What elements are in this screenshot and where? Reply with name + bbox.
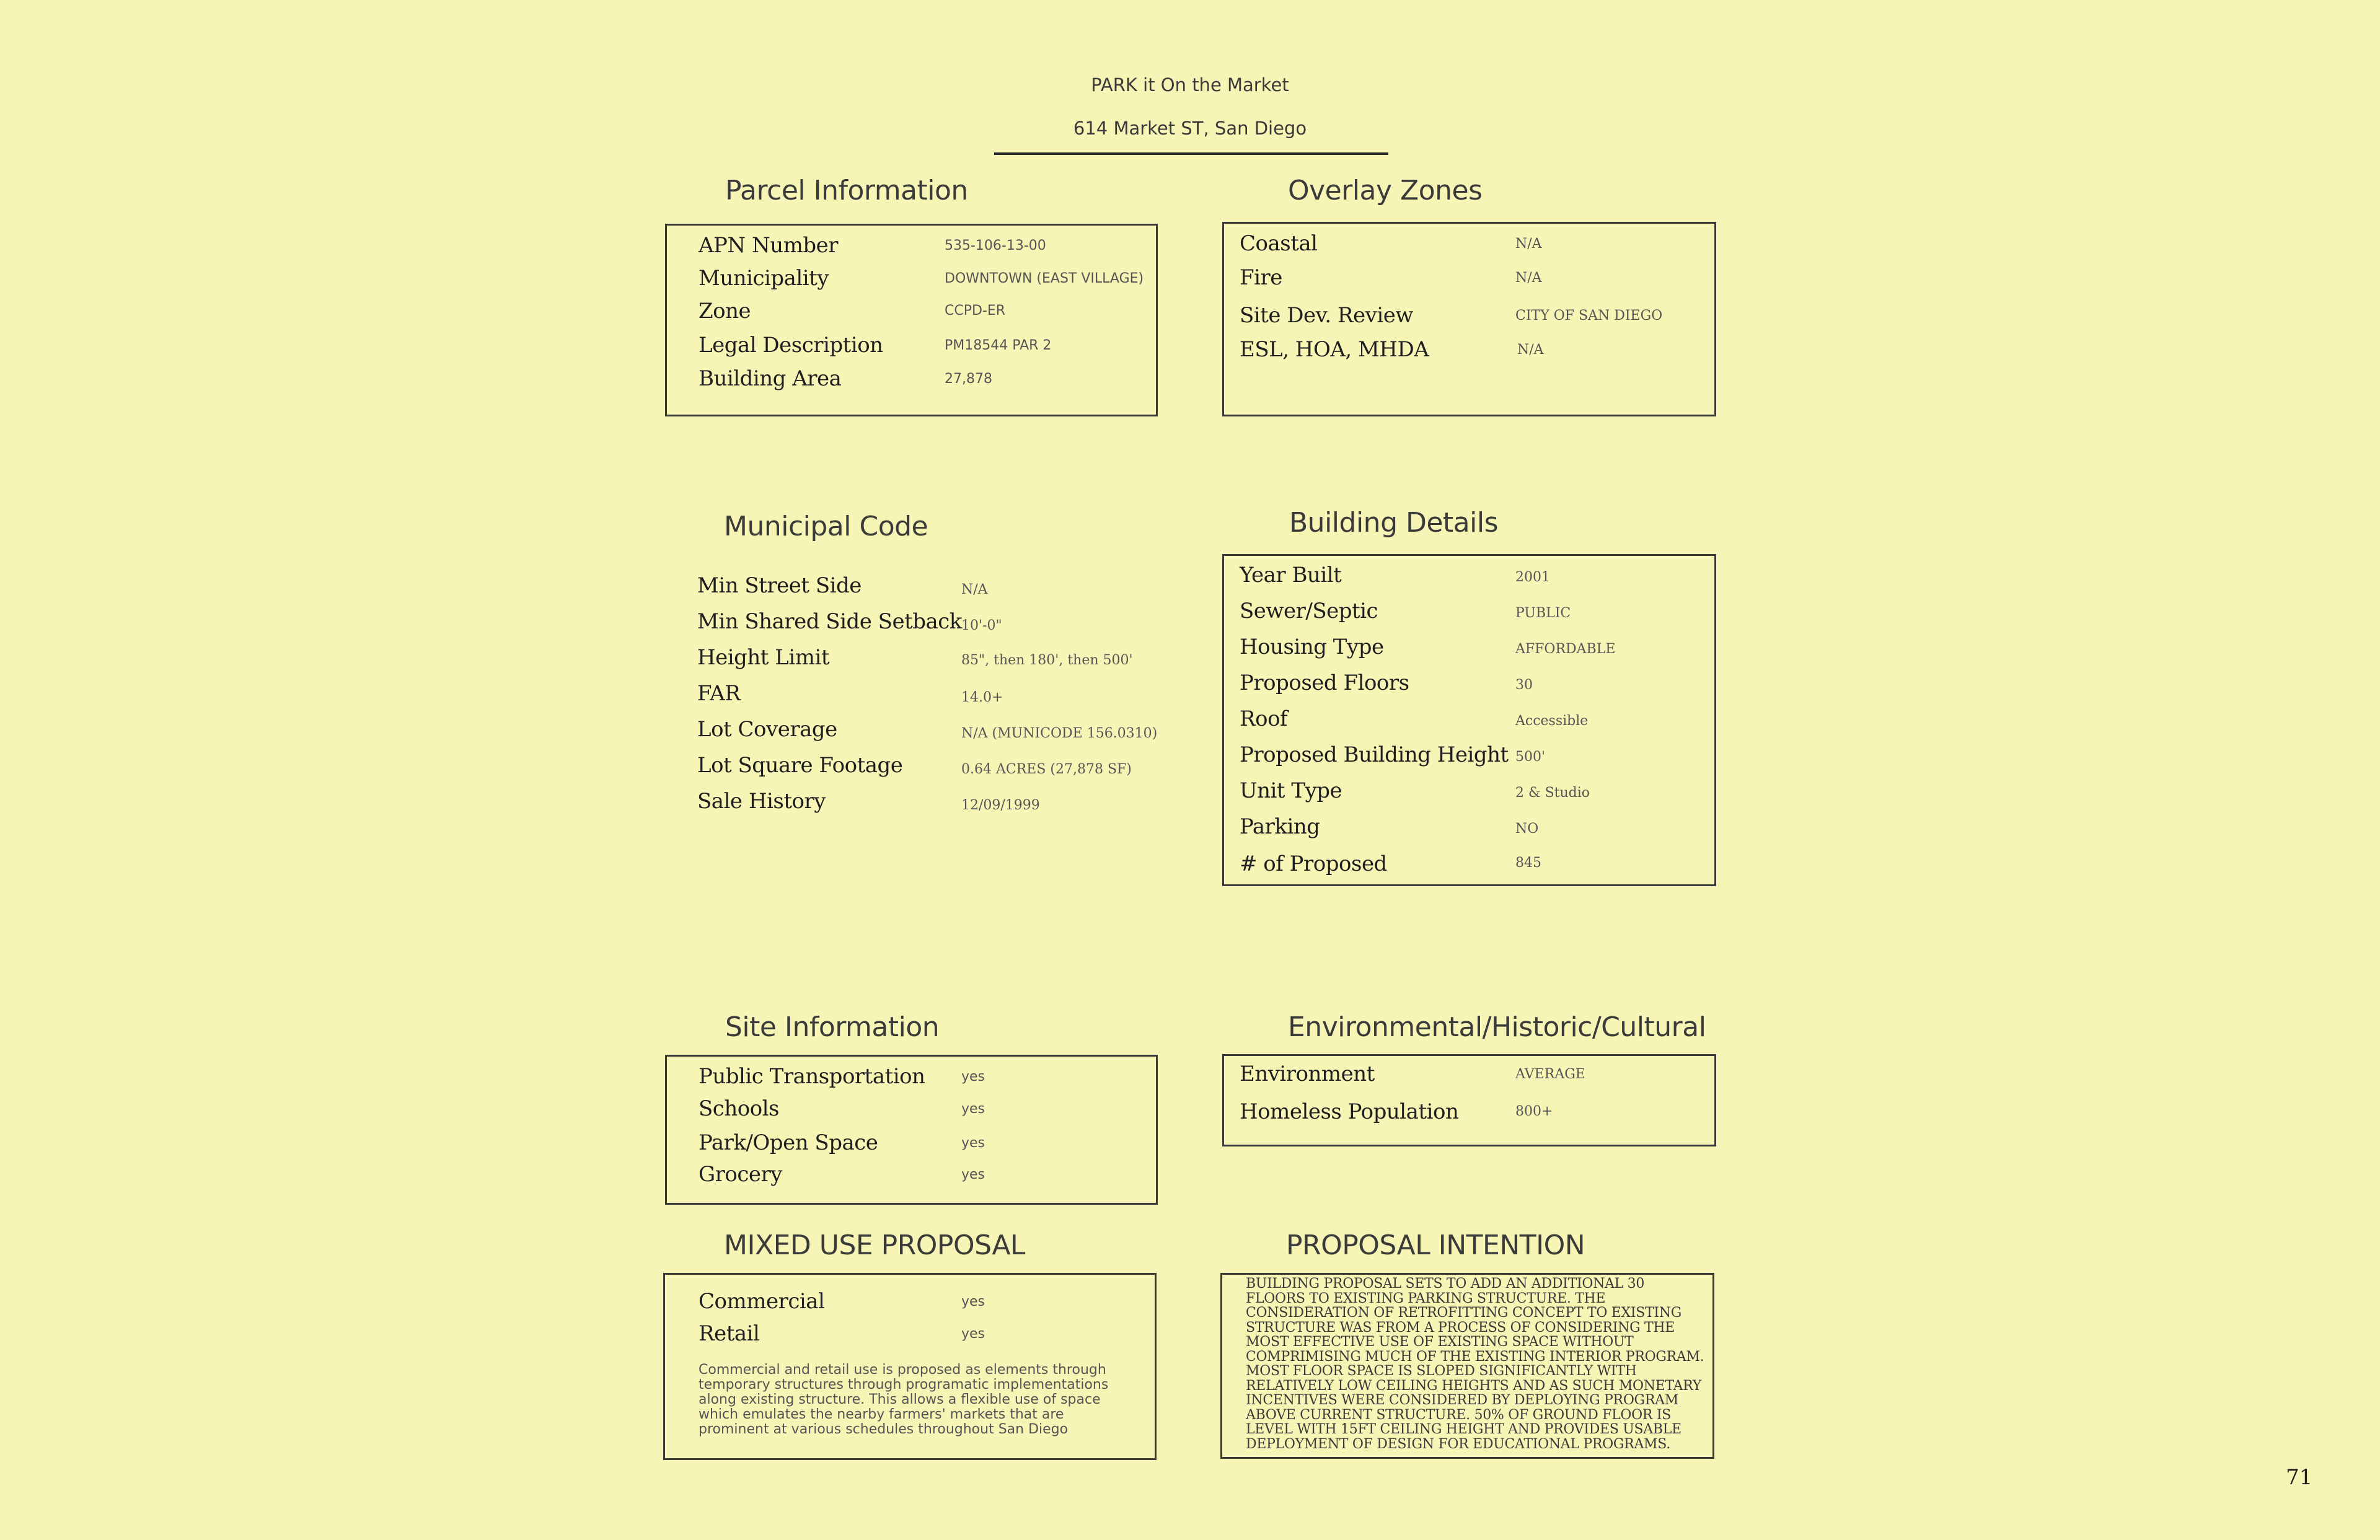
building-label-height: Proposed Building Height (1240, 742, 1509, 767)
intention-line: FLOORS TO EXISTING PARKING STRUCTURE. THE (1246, 1290, 1606, 1306)
mixed-heading: MIXED USE PROPOSAL (724, 1230, 1025, 1261)
building-value-sewer: PUBLIC (1515, 605, 1571, 621)
municipal-heading: Municipal Code (724, 511, 928, 542)
intention-line: BUILDING PROPOSAL SETS TO ADD AN ADDITIONAL 30 (1246, 1276, 1645, 1291)
environmental-label-homeless: Homeless Population (1240, 1099, 1459, 1124)
parcel-value-zone: CCPD-ER (945, 303, 1006, 319)
site-value-schools: yes (961, 1101, 985, 1117)
building-value-proposed: 845 (1515, 855, 1541, 871)
mixed-value-commercial: yes (961, 1294, 985, 1309)
overlay-label-site-dev: Site Dev. Review (1240, 303, 1413, 328)
mixed-description-line: temporary structures through programatic implementations (699, 1377, 1109, 1393)
building-label-proposed: # of Proposed (1240, 851, 1387, 876)
municipal-value-street-side: N/A (961, 582, 988, 597)
environmental-label-environment: Environment (1240, 1062, 1375, 1086)
overlay-label-coastal: Coastal (1240, 231, 1318, 256)
environmental-heading: Environmental/Historic/Cultural (1288, 1011, 1706, 1043)
site-value-grocery: yes (961, 1167, 985, 1182)
building-heading: Building Details (1289, 507, 1499, 539)
document-title: PARK it On the Market (1091, 74, 1289, 95)
site-label-park: Park/Open Space (699, 1130, 878, 1155)
intention-line: STRUCTURE WAS FROM A PROCESS OF CONSIDERING THE (1246, 1319, 1675, 1335)
overlay-label-esl: ESL, HOA, MHDA (1240, 337, 1429, 362)
site-label-grocery: Grocery (699, 1162, 783, 1187)
intention-line: INCENTIVES WERE CONSIDERED BY DEPLOYING PROGRAM (1246, 1393, 1678, 1408)
document-address: 614 Market ST, San Diego (1073, 118, 1307, 139)
overlay-value-coastal: N/A (1515, 236, 1542, 252)
intention-heading: PROPOSAL INTENTION (1286, 1230, 1585, 1261)
site-label-transport: Public Transportation (699, 1064, 925, 1089)
intention-description (1246, 1277, 1711, 1451)
mixed-value-retail: yes (961, 1326, 985, 1342)
overlay-label-fire: Fire (1240, 265, 1282, 290)
building-label-parking: Parking (1240, 814, 1320, 839)
site-label-schools: Schools (699, 1096, 779, 1121)
environmental-value-homeless: 800+ (1515, 1104, 1553, 1119)
header-divider (994, 152, 1388, 155)
intention-line: CONSIDERATION OF RETROFITTING CONCEPT TO EXISTING (1246, 1305, 1682, 1321)
mixed-description-line: Commercial and retail use is proposed as elements through (699, 1362, 1106, 1378)
parcel-label-apn: APN Number (699, 233, 839, 258)
page-number: 71 (2286, 1465, 2313, 1490)
building-value-housing: AFFORDABLE (1515, 641, 1616, 657)
mixed-label-commercial: Commercial (699, 1289, 825, 1314)
site-heading: Site Information (725, 1011, 940, 1043)
parcel-heading: Parcel Information (725, 175, 968, 206)
building-label-sewer: Sewer/Septic (1240, 599, 1378, 623)
municipal-label-street-side: Min Street Side (697, 573, 862, 598)
intention-line: RELATIVELY LOW CEILING HEIGHTS AND AS SUCH MONETARY (1246, 1378, 1702, 1394)
overlay-value-esl: N/A (1517, 342, 1544, 358)
overlay-heading: Overlay Zones (1288, 175, 1483, 206)
environmental-value-environment: AVERAGE (1515, 1067, 1585, 1082)
intention-line: MOST EFFECTIVE USE OF EXISTING SPACE WITHOUT (1246, 1334, 1634, 1350)
intention-line: COMPRIMISING MUCH OF THE EXISTING INTERIOR PROGRAM. (1246, 1349, 1704, 1365)
site-value-transport: yes (961, 1069, 985, 1085)
municipal-label-sale-history: Sale History (697, 789, 826, 814)
site-value-park: yes (961, 1135, 985, 1151)
building-value-year: 2001 (1515, 570, 1550, 585)
municipal-value-sale-history: 12/09/1999 (961, 798, 1040, 813)
municipal-label-lot-coverage: Lot Coverage (697, 717, 837, 742)
building-label-floors: Proposed Floors (1240, 671, 1409, 695)
parcel-label-area: Building Area (699, 366, 842, 391)
building-label-roof: Roof (1240, 706, 1288, 731)
municipal-value-height: 85", then 180', then 500' (961, 653, 1133, 668)
municipal-label-setback: Min Shared Side Setback (697, 609, 962, 634)
overlay-value-site-dev: CITY OF SAN DIEGO (1515, 308, 1663, 323)
parcel-value-legal: PM18544 PAR 2 (945, 338, 1052, 353)
parcel-label-zone: Zone (699, 299, 751, 323)
parcel-label-municipality: Municipality (699, 266, 829, 291)
municipal-label-height: Height Limit (697, 645, 830, 670)
intention-line: ABOVE CURRENT STRUCTURE. 50% OF GROUND FLOOR IS (1246, 1407, 1671, 1423)
building-value-roof: Accessible (1515, 713, 1589, 729)
overlay-value-fire: N/A (1515, 270, 1542, 286)
mixed-description-line: which emulates the nearby farmers' markets that are (699, 1407, 1064, 1422)
municipal-label-lot-sqft: Lot Square Footage (697, 753, 903, 778)
building-label-year: Year Built (1240, 563, 1342, 587)
municipal-value-lot-coverage: N/A (MUNICODE 156.0310) (961, 726, 1158, 741)
mixed-label-retail: Retail (699, 1321, 760, 1346)
building-value-floors: 30 (1515, 677, 1533, 693)
building-label-unit-type: Unit Type (1240, 778, 1342, 803)
parcel-value-apn: 535-106-13-00 (945, 238, 1046, 253)
intention-line: DEPLOYMENT OF DESIGN FOR EDUCATIONAL PROGRAMS. (1246, 1436, 1670, 1452)
intention-line: MOST FLOOR SPACE IS SLOPED SIGNIFICANTLY WITH (1246, 1363, 1637, 1379)
parcel-label-legal: Legal Description (699, 333, 883, 358)
building-label-housing: Housing Type (1240, 635, 1384, 659)
intention-line: LEVEL WITH 15FT CEILING HEIGHT AND PROVIDES USABLE (1246, 1422, 1681, 1437)
building-value-height: 500' (1515, 749, 1546, 765)
municipal-label-far: FAR (697, 681, 741, 706)
parcel-value-municipality: DOWNTOWN (EAST VILLAGE) (945, 271, 1144, 286)
municipal-value-far: 14.0+ (961, 690, 1003, 705)
mixed-description-line: along existing structure. This allows a flexible use of space (699, 1392, 1101, 1407)
municipal-value-lot-sqft: 0.64 ACRES (27,878 SF) (961, 762, 1132, 777)
municipal-value-setback: 10'-0" (961, 618, 1002, 633)
building-value-parking: NO (1515, 821, 1539, 837)
building-value-unit-type: 2 & Studio (1515, 785, 1590, 801)
mixed-description (699, 1363, 1145, 1437)
mixed-description-line: prominent at various schedules throughout San Diego (699, 1422, 1069, 1437)
parcel-value-area: 27,878 (945, 371, 992, 387)
